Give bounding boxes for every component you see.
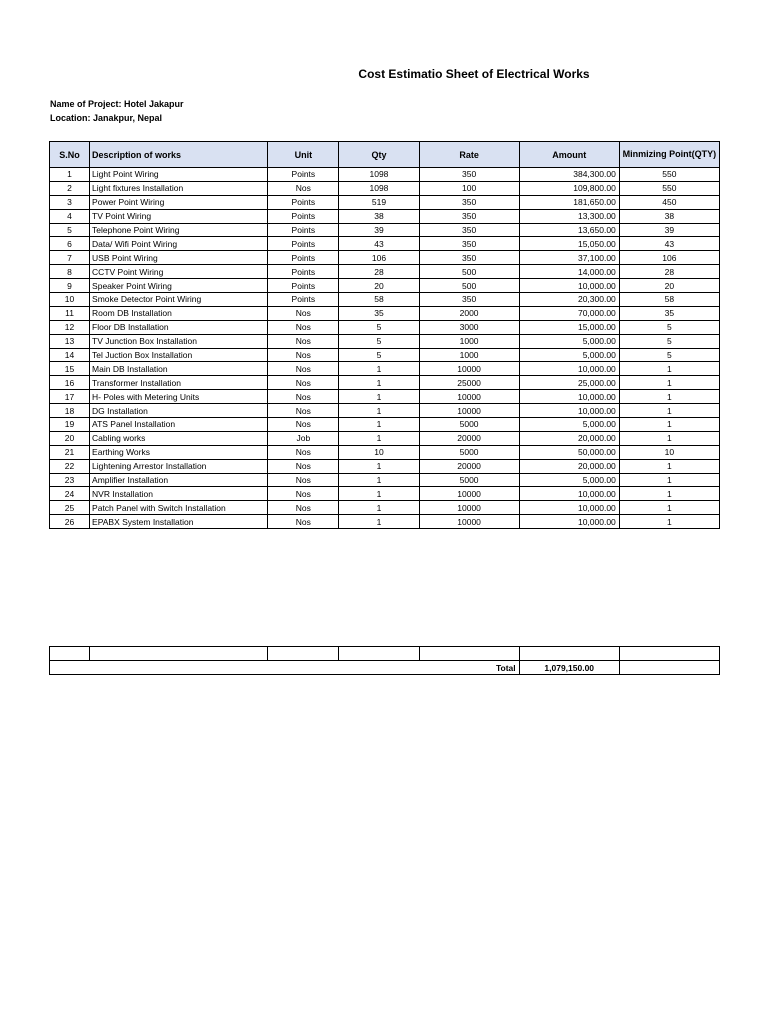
cell-description: Light fixtures Installation (90, 181, 268, 195)
cell-unit: Nos (268, 404, 339, 418)
cost-estimate-table (49, 141, 720, 529)
cell-sno: 9 (50, 279, 90, 293)
table-row (50, 390, 720, 404)
total-row (50, 661, 720, 675)
cell-unit: Nos (268, 348, 339, 362)
table-row (50, 348, 720, 362)
cell-sno: 17 (50, 390, 90, 404)
cell-amount: 14,000.00 (519, 265, 619, 279)
cell-unit: Points (268, 223, 339, 237)
project-name: Name of Project: Hotel Jakapur (50, 99, 184, 109)
cell-description: Cabling works (90, 431, 268, 445)
cell-min-qty: 1 (619, 431, 719, 445)
cell-rate: 350 (419, 293, 519, 307)
cell-qty: 28 (339, 265, 419, 279)
cell-sno: 14 (50, 348, 90, 362)
cell-amount: 5,000.00 (519, 418, 619, 432)
cell-rate: 500 (419, 279, 519, 293)
table-row (50, 459, 720, 473)
cell-min-qty: 450 (619, 195, 719, 209)
cell-sno: 20 (50, 431, 90, 445)
cell-min-qty: 1 (619, 487, 719, 501)
cell-amount: 50,000.00 (519, 445, 619, 459)
cell-description: USB Point Wiring (90, 251, 268, 265)
cell-rate: 5000 (419, 418, 519, 432)
cell-description: Smoke Detector Point Wiring (90, 293, 268, 307)
cell-description: Telephone Point Wiring (90, 223, 268, 237)
cell-sno: 18 (50, 404, 90, 418)
cell-sno: 19 (50, 418, 90, 432)
cell-amount: 13,300.00 (519, 209, 619, 223)
cell-amount: 5,000.00 (519, 473, 619, 487)
cell-rate: 10000 (419, 501, 519, 515)
cell-rate: 350 (419, 251, 519, 265)
table-row (50, 237, 720, 251)
cell-qty: 20 (339, 279, 419, 293)
cell-min-qty: 106 (619, 251, 719, 265)
cell-rate: 3000 (419, 320, 519, 334)
cell-amount: 37,100.00 (519, 251, 619, 265)
cell-description: Speaker Point Wiring (90, 279, 268, 293)
cell-rate: 1000 (419, 334, 519, 348)
cell-min-qty: 550 (619, 181, 719, 195)
cell-amount: 10,000.00 (519, 487, 619, 501)
cell-qty: 1098 (339, 168, 419, 182)
cell-sno: 8 (50, 265, 90, 279)
cell-sno: 23 (50, 473, 90, 487)
cell-amount: 5,000.00 (519, 348, 619, 362)
header-min-qty: Minmizing Point(QTY) (619, 142, 719, 168)
cell-description: Tel Juction Box Installation (90, 348, 268, 362)
cell-unit: Points (268, 195, 339, 209)
cell-rate: 350 (419, 168, 519, 182)
cell-qty: 106 (339, 251, 419, 265)
cell-min-qty: 28 (619, 265, 719, 279)
total-amount: 1,079,150.00 (519, 661, 619, 675)
cell-sno: 1 (50, 168, 90, 182)
cell-rate: 10000 (419, 404, 519, 418)
cell-min-qty: 1 (619, 418, 719, 432)
cell-amount: 15,000.00 (519, 320, 619, 334)
cell-amount: 20,300.00 (519, 293, 619, 307)
cell-min-qty: 43 (619, 237, 719, 251)
table-row (50, 223, 720, 237)
total-label: Total (50, 661, 520, 675)
cell-qty: 1 (339, 501, 419, 515)
cell-description: DG Installation (90, 404, 268, 418)
cell-rate: 500 (419, 265, 519, 279)
table-row (50, 320, 720, 334)
cell-amount: 10,000.00 (519, 279, 619, 293)
cell-unit: Nos (268, 320, 339, 334)
cell-unit: Nos (268, 181, 339, 195)
cell-unit: Job (268, 431, 339, 445)
cell-description: ATS Panel Installation (90, 418, 268, 432)
cell-amount: 5,000.00 (519, 334, 619, 348)
cell-qty: 1 (339, 515, 419, 529)
cell-min-qty: 1 (619, 376, 719, 390)
table-row (50, 362, 720, 376)
cell-sno: 16 (50, 376, 90, 390)
cell-unit: Nos (268, 418, 339, 432)
cell-description: TV Point Wiring (90, 209, 268, 223)
cell-unit: Points (268, 265, 339, 279)
cell-sno: 10 (50, 293, 90, 307)
cell-min-qty: 1 (619, 404, 719, 418)
cell-amount: 70,000.00 (519, 306, 619, 320)
header-rate: Rate (419, 142, 519, 168)
cell-rate: 350 (419, 223, 519, 237)
cell-sno: 13 (50, 334, 90, 348)
cell-amount: 109,800.00 (519, 181, 619, 195)
table-row (50, 334, 720, 348)
cell-min-qty: 1 (619, 473, 719, 487)
cell-amount: 10,000.00 (519, 390, 619, 404)
cell-amount: 384,300.00 (519, 168, 619, 182)
header-sno: S.No (50, 142, 90, 168)
cell-min-qty: 5 (619, 320, 719, 334)
cell-unit: Nos (268, 515, 339, 529)
table-row (50, 265, 720, 279)
header-unit: Unit (268, 142, 339, 168)
cell-rate: 20000 (419, 459, 519, 473)
cell-qty: 38 (339, 209, 419, 223)
cell-min-qty: 550 (619, 168, 719, 182)
cell-qty: 1 (339, 362, 419, 376)
cell-qty: 1 (339, 418, 419, 432)
cell-sno: 3 (50, 195, 90, 209)
cell-qty: 10 (339, 445, 419, 459)
table-row (50, 501, 720, 515)
cell-amount: 20,000.00 (519, 459, 619, 473)
table-row (50, 473, 720, 487)
cell-description: Main DB Installation (90, 362, 268, 376)
cell-rate: 1000 (419, 348, 519, 362)
cell-min-qty: 5 (619, 348, 719, 362)
cell-description: Lightening Arrestor Installation (90, 459, 268, 473)
cell-unit: Points (268, 209, 339, 223)
cell-unit: Points (268, 168, 339, 182)
cell-description: TV Junction Box Installation (90, 334, 268, 348)
cell-sno: 12 (50, 320, 90, 334)
cell-qty: 5 (339, 320, 419, 334)
cell-description: Power Point Wiring (90, 195, 268, 209)
cell-rate: 100 (419, 181, 519, 195)
cell-description: H- Poles with Metering Units (90, 390, 268, 404)
cell-unit: Nos (268, 306, 339, 320)
cell-description: CCTV Point Wiring (90, 265, 268, 279)
cell-qty: 5 (339, 348, 419, 362)
cell-qty: 43 (339, 237, 419, 251)
cell-sno: 4 (50, 209, 90, 223)
cell-unit: Nos (268, 376, 339, 390)
table-row (50, 431, 720, 445)
cell-min-qty: 1 (619, 390, 719, 404)
cell-qty: 58 (339, 293, 419, 307)
cell-qty: 35 (339, 306, 419, 320)
cell-qty: 1 (339, 459, 419, 473)
table-row (50, 293, 720, 307)
cell-min-qty: 58 (619, 293, 719, 307)
project-location: Location: Janakpur, Nepal (50, 113, 163, 123)
table-row (50, 487, 720, 501)
cell-unit: Nos (268, 445, 339, 459)
cell-sno: 22 (50, 459, 90, 473)
cell-qty: 1 (339, 487, 419, 501)
header-qty: Qty (339, 142, 419, 168)
cell-unit: Nos (268, 334, 339, 348)
cell-amount: 10,000.00 (519, 515, 619, 529)
cell-description: Transformer Installation (90, 376, 268, 390)
cell-description: Amplifier Installation (90, 473, 268, 487)
table-row (50, 306, 720, 320)
cell-min-qty: 1 (619, 362, 719, 376)
cell-description: Data/ Wifi Point Wiring (90, 237, 268, 251)
table-row (50, 418, 720, 432)
cell-rate: 25000 (419, 376, 519, 390)
table-row (50, 195, 720, 209)
sheet-title: Cost Estimatio Sheet of Electrical Works (358, 67, 590, 81)
cell-unit: Nos (268, 362, 339, 376)
table-header-row (50, 142, 720, 168)
cell-qty: 1 (339, 473, 419, 487)
cell-description: NVR Installation (90, 487, 268, 501)
cell-qty: 39 (339, 223, 419, 237)
cell-unit: Nos (268, 459, 339, 473)
cell-amount: 15,050.00 (519, 237, 619, 251)
cell-rate: 20000 (419, 431, 519, 445)
header-description: Description of works (90, 142, 268, 168)
table-body (50, 168, 720, 529)
cell-description: Floor DB Installation (90, 320, 268, 334)
cell-rate: 2000 (419, 306, 519, 320)
cell-rate: 350 (419, 237, 519, 251)
cell-unit: Points (268, 237, 339, 251)
cell-sno: 5 (50, 223, 90, 237)
cell-description: Room DB Installation (90, 306, 268, 320)
cell-sno: 25 (50, 501, 90, 515)
cell-amount: 20,000.00 (519, 431, 619, 445)
cell-rate: 10000 (419, 515, 519, 529)
cell-description: Earthing Works (90, 445, 268, 459)
cell-qty: 1098 (339, 181, 419, 195)
cell-qty: 1 (339, 404, 419, 418)
cell-unit: Nos (268, 473, 339, 487)
cell-min-qty: 10 (619, 445, 719, 459)
table-row (50, 515, 720, 529)
cell-sno: 15 (50, 362, 90, 376)
cell-min-qty: 1 (619, 515, 719, 529)
cell-amount: 10,000.00 (519, 362, 619, 376)
cell-qty: 5 (339, 334, 419, 348)
cell-qty: 1 (339, 376, 419, 390)
cell-description: Patch Panel with Switch Installation (90, 501, 268, 515)
cell-min-qty: 39 (619, 223, 719, 237)
cell-qty: 1 (339, 431, 419, 445)
cell-unit: Points (268, 279, 339, 293)
cell-min-qty: 1 (619, 459, 719, 473)
cell-min-qty: 20 (619, 279, 719, 293)
table-row (50, 181, 720, 195)
cell-rate: 350 (419, 195, 519, 209)
cell-min-qty: 1 (619, 501, 719, 515)
cell-unit: Nos (268, 390, 339, 404)
cell-amount: 25,000.00 (519, 376, 619, 390)
cell-min-qty: 35 (619, 306, 719, 320)
cell-description: EPABX System Installation (90, 515, 268, 529)
header-amount: Amount (519, 142, 619, 168)
cell-sno: 26 (50, 515, 90, 529)
cell-sno: 21 (50, 445, 90, 459)
cell-rate: 5000 (419, 445, 519, 459)
cell-unit: Nos (268, 501, 339, 515)
cell-rate: 5000 (419, 473, 519, 487)
cell-min-qty: 5 (619, 334, 719, 348)
cell-description: Light Point Wiring (90, 168, 268, 182)
cell-sno: 11 (50, 306, 90, 320)
cell-amount: 181,650.00 (519, 195, 619, 209)
cell-rate: 350 (419, 209, 519, 223)
cell-min-qty: 38 (619, 209, 719, 223)
cell-amount: 10,000.00 (519, 501, 619, 515)
cell-sno: 7 (50, 251, 90, 265)
cell-sno: 2 (50, 181, 90, 195)
total-table (49, 646, 720, 675)
cell-amount: 10,000.00 (519, 404, 619, 418)
cell-rate: 10000 (419, 362, 519, 376)
cell-unit: Points (268, 293, 339, 307)
table-row (50, 168, 720, 182)
blank-row (50, 647, 720, 661)
table-row (50, 376, 720, 390)
table-row (50, 279, 720, 293)
table-row (50, 404, 720, 418)
cell-sno: 6 (50, 237, 90, 251)
cell-qty: 1 (339, 390, 419, 404)
table-row (50, 445, 720, 459)
cell-unit: Points (268, 251, 339, 265)
cell-amount: 13,650.00 (519, 223, 619, 237)
cell-qty: 519 (339, 195, 419, 209)
cell-rate: 10000 (419, 487, 519, 501)
cell-unit: Nos (268, 487, 339, 501)
table-row (50, 251, 720, 265)
cell-rate: 10000 (419, 390, 519, 404)
table-row (50, 209, 720, 223)
cell-sno: 24 (50, 487, 90, 501)
